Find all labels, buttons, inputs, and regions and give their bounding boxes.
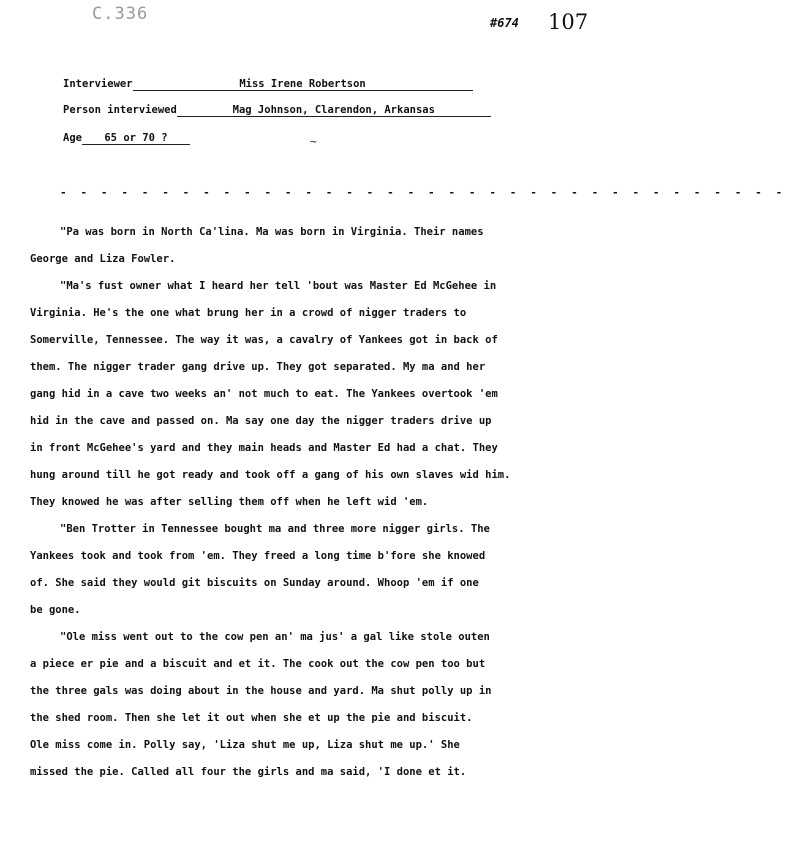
interviewer-field <box>63 78 473 91</box>
text-line: the three gals was doing about in the house and yard. Ma shut polly up in <box>30 685 492 697</box>
text-line: "Pa was born in North Ca'lina. Ma was born in Virginia. Their names <box>60 226 484 238</box>
age-field <box>63 132 190 145</box>
text-line: George and Liza Fowler. <box>30 253 176 265</box>
age-value: 65 or 70 ? <box>82 132 190 145</box>
interviewer-value: Miss Irene Robertson <box>133 78 473 91</box>
page-number: 107 <box>548 10 589 34</box>
text-line: Yankees took and took from 'em. They freed a long time b'fore she knowed <box>30 550 486 562</box>
archive-stamp: C.336 <box>92 4 149 24</box>
text-line: of. She said they would git biscuits on Sunday around. Whoop 'em if one <box>30 577 479 589</box>
text-line: "Ben Trotter in Tennessee bought ma and three more nigger girls. The <box>60 523 490 535</box>
person-interviewed-value: Mag Johnson, Clarendon, Arkansas <box>177 104 491 117</box>
text-line: hid in the cave and passed on. Ma say one day the nigger traders drive up <box>30 415 492 427</box>
text-line: They knowed he was after selling them off when he left wid 'em. <box>30 496 429 508</box>
text-line: Ole miss come in. Polly say, 'Liza shut me up, Liza shut me up.' She <box>30 739 460 751</box>
text-line: them. The nigger trader gang drive up. They got separated. My ma and her <box>30 361 486 373</box>
person-interviewed-field <box>63 104 491 117</box>
text-line: a piece er pie and a biscuit and et it. The cook out the cow pen too but <box>30 658 486 670</box>
stray-mark: ~ <box>310 135 317 148</box>
text-line: the shed room. Then she let it out when she et up the pie and biscuit. <box>30 712 473 724</box>
text-line: Somerville, Tennessee. The way it was, a cavalry of Yankees got in back of <box>30 334 498 346</box>
age-label: Age <box>63 132 82 144</box>
text-line: hung around till he got ready and took off a gang of his own slaves wid him. <box>30 469 511 481</box>
person-interviewed-label: Person interviewed <box>63 104 177 116</box>
folio-number: #674 <box>490 16 519 30</box>
text-line: Virginia. He's the one what brung her in a crowd of nigger traders to <box>30 307 467 319</box>
text-line: in front McGehee's yard and they main heads and Master Ed had a chat. They <box>30 442 498 454</box>
text-line: gang hid in a cave two weeks an' not much to eat. The Yankees overtook 'em <box>30 388 498 400</box>
dashed-separator: - - - - - - - - - - - - - - - - - - - - - - - - - - - - - - - - - - - - <box>60 186 786 199</box>
interviewer-label: Interviewer <box>63 78 133 90</box>
interview-transcript <box>30 219 575 786</box>
text-line: "Ole miss went out to the cow pen an' ma jus' a gal like stole outen <box>60 631 490 643</box>
text-line: missed the pie. Called all four the girls and ma said, 'I done et it. <box>30 766 467 778</box>
text-line: be gone. <box>30 604 81 616</box>
text-line: "Ma's fust owner what I heard her tell 'bout was Master Ed McGehee in <box>60 280 497 292</box>
